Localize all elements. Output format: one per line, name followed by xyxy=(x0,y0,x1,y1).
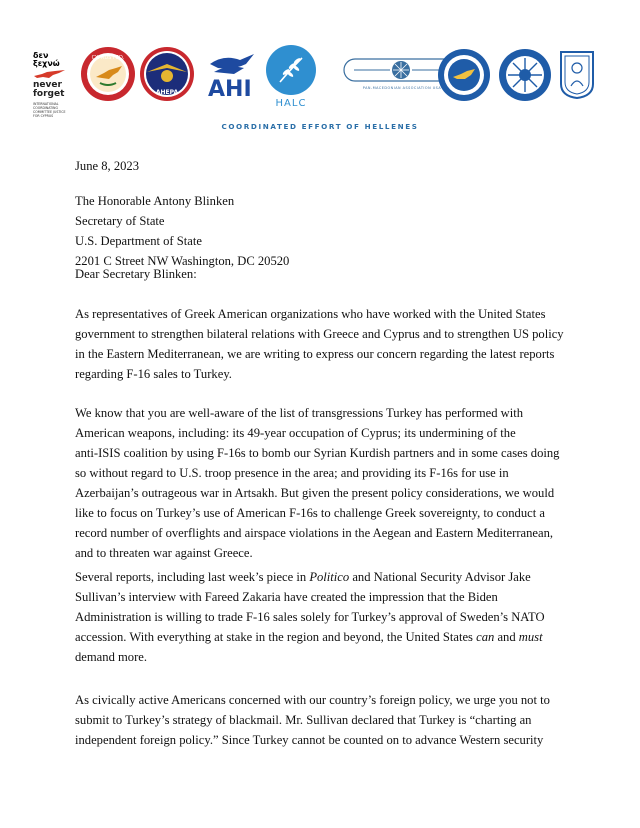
paragraph-line: government to strengthen bilateral relations with Greece and Cyprus and to strengthen US policy xyxy=(75,327,564,341)
paragraph-line: Administration is willing to trade F-16 sales solely for Turkey’s approval of Sweden’s NATO xyxy=(75,610,545,624)
halc-label: HALC xyxy=(275,98,307,109)
paragraph-3 xyxy=(75,567,575,667)
paragraph-line: regarding F-16 sales to Turkey. xyxy=(75,367,232,381)
coordinated-effort-heading: COORDINATED EFFORT OF HELLENES xyxy=(221,122,419,131)
recipient-line: 2201 C Street NW Washington, DC 20520 xyxy=(75,254,290,268)
paragraph-line: submit to Turkey’s strategy of blackmail. Mr. Sullivan declared that Turkey is “charting an xyxy=(75,713,532,727)
recipient-line: U.S. Department of State xyxy=(75,234,202,248)
cyprus-federation-seal-logo xyxy=(437,48,491,102)
salutation xyxy=(75,264,575,284)
paragraph-line: like to focus on Turkey’s use of American F-16s to challenge Greek sovereignty, to conduct a xyxy=(75,506,545,520)
paragraph-line: in the Eastern Mediterranean, we are writing to express our concern regarding the latest reports xyxy=(75,347,555,361)
can-italic: can xyxy=(476,630,495,644)
cyprus-map-icon xyxy=(33,70,67,79)
svg-text:CYPRUS FED.: CYPRUS FED. xyxy=(91,55,125,61)
date-text: June 8, 2023 xyxy=(75,159,140,173)
paragraph-4 xyxy=(75,690,575,750)
halc-logo xyxy=(266,44,316,96)
hellenic-seal-logo xyxy=(498,48,552,102)
recipient-block xyxy=(75,191,575,271)
paragraph-line: We know that you are well-aware of the list of transgressions Turkey has performed with xyxy=(75,406,524,420)
paragraph-line: anti-ISIS coalition by using F-16s to bomb our Syrian Kurdish partners and in some cases doing xyxy=(75,446,560,460)
svg-text:AHEPA: AHEPA xyxy=(155,89,179,96)
paragraph-line xyxy=(75,627,575,647)
recipient-line: Secretary of State xyxy=(75,214,165,228)
cyprus-federation-logo xyxy=(80,46,136,102)
paragraph-line: Sullivan’s interview with Fareed Zakaria have created the impression that the Biden xyxy=(75,590,498,604)
paragraph-1 xyxy=(75,304,575,384)
paragraph-line xyxy=(75,567,575,587)
para3-text: and xyxy=(494,630,519,644)
paragraph-line: As civically active Americans concerned with our country’s foreign policy, we urge you not to xyxy=(75,693,550,707)
paragraph-line: As representatives of Greek American organizations who have worked with the United States xyxy=(75,307,546,321)
ahepa-logo xyxy=(139,46,195,102)
para3-text: accession. With everything at stake in the region and beyond, the United States xyxy=(75,630,477,644)
pan-macedonian-label: PAN-MACEDONIAN ASSOCIATION USA xyxy=(362,86,442,90)
paragraph-line: American weapons, including: its 49-year occupation of Cyprus; its undermining of the xyxy=(75,426,516,440)
paragraph-line: and to threaten war against Greece. xyxy=(75,546,253,560)
para3-text: and National Security Advisor Jake xyxy=(349,570,531,584)
paragraph-line: Azerbaijan’s outrageous war in Artsakh. But given the present policy considerations, we would xyxy=(75,486,555,500)
letter-date xyxy=(75,156,575,176)
paragraph-line: demand more. xyxy=(75,650,148,664)
paragraph-line: record number of overflights and airspace violations in the Aegean and Eastern Mediterranean, xyxy=(75,526,554,540)
paragraph-line: independent foreign policy.” Since Turkey cannot be counted on to advance Western security xyxy=(75,733,544,747)
never-forget-greek-text: δεν ξεχνώ xyxy=(33,51,60,68)
recipient-line: The Honorable Antony Blinken xyxy=(75,194,235,208)
never-forget-caption: INTERNATIONAL COORDINATING COMMITTEE JUSTICE FOR CYPRUS xyxy=(33,102,66,118)
politico-italic: Politico xyxy=(309,570,350,584)
salutation-text: Dear Secretary Blinken: xyxy=(75,267,197,281)
svg-text:AHI: AHI xyxy=(208,77,252,100)
paragraph-2 xyxy=(75,403,575,563)
paragraph-line: so without regard to U.S. troop presence in the area; and providing its F-16s for use in xyxy=(75,466,509,480)
ahi-logo xyxy=(204,50,262,100)
saint-emblem-logo xyxy=(557,48,597,100)
must-italic: must xyxy=(518,630,543,644)
logo-header xyxy=(0,0,640,120)
para3-text: Several reports, including last week’s piece in xyxy=(75,570,310,584)
never-forget-logo xyxy=(33,52,69,118)
never-forget-text: never forget xyxy=(33,80,65,99)
